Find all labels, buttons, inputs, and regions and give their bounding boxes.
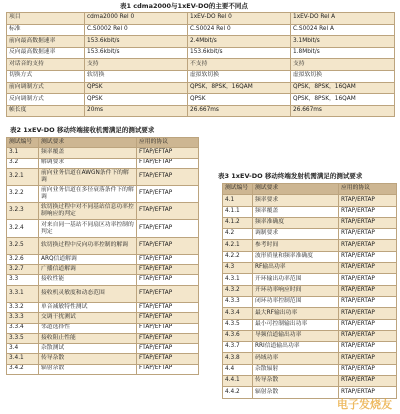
table-row <box>7 364 199 374</box>
table-cell: 4.4.2 <box>223 387 253 398</box>
table-cell: RF输出功率 <box>253 263 339 274</box>
table-cell: 3.2 <box>7 158 39 168</box>
table-row <box>7 168 199 185</box>
table-cell: RTAP/ERTAP <box>339 229 397 240</box>
table-cell: 26.667ms <box>188 105 291 117</box>
table-cell: 频率覆盖 <box>253 206 339 217</box>
table-cell: 4.3.3 <box>223 296 253 307</box>
table-row <box>223 217 397 228</box>
table-cell: 支持 <box>291 59 395 71</box>
table-cell: 接收阻止性能 <box>39 333 137 343</box>
table-cell: 最小可控制输出功率 <box>253 319 339 330</box>
table-cell: FTAP/EFTAP <box>137 237 199 254</box>
table-cell: RTAP/ERTAP <box>339 285 397 296</box>
table-cell: FTAP/EFTAP <box>137 285 199 302</box>
table-row <box>7 285 199 302</box>
table-cell: QPSK，8PSK，16QAM <box>291 82 395 94</box>
table-cell: FTAP/EFTAP <box>137 220 199 237</box>
table-cell: 3.3.3 <box>7 313 39 323</box>
table-cell: 频率要求 <box>253 195 339 206</box>
table-cell: 4.3.4 <box>223 308 253 319</box>
table-cell: RTAP/ERTAP <box>339 251 397 262</box>
table-cell: QPSK，8PSK，16QAM <box>291 94 395 106</box>
table-cell: QPSK <box>85 94 188 106</box>
table-cell: FTAP/EFTAP <box>137 302 199 312</box>
table-row <box>7 302 199 312</box>
table-cell: 3.2.2 <box>7 186 39 203</box>
table-row <box>7 344 199 354</box>
table-cell: 4.2.2 <box>223 251 253 262</box>
table-cell: 前向业务信道在多径衰落条件下的解调 <box>39 186 137 203</box>
table-cell: FTAP/EFTAP <box>137 313 199 323</box>
table-cell: 开环输出功率范围 <box>253 274 339 285</box>
table-row <box>7 70 395 82</box>
table-cell: FTAP/EFTAP <box>137 265 199 275</box>
table-cell: 最大RF输出功率 <box>253 308 339 319</box>
table-cell: 软切换过程中对不同基站信息功率控制响应的判定 <box>39 203 137 220</box>
table-cell: 3.2.4 <box>7 220 39 237</box>
table-cell: 虚拟软切换 <box>188 70 291 82</box>
table-row <box>7 94 395 106</box>
table-cell: 153.6kbit/s <box>85 36 188 48</box>
table-row <box>223 353 397 364</box>
table-cell: QPSK <box>188 94 291 106</box>
table-cell: 4.3.1 <box>223 274 253 285</box>
table-row <box>7 47 395 59</box>
table-row <box>7 186 199 203</box>
column-header: 应用的协议 <box>339 184 397 195</box>
table-row <box>223 285 397 296</box>
table-cell: ARQ信道解调 <box>39 254 137 264</box>
table-cell: 码域功率 <box>253 353 339 364</box>
table-cell: 前向调制方式 <box>7 82 85 94</box>
table-cell: 虚拟软切换 <box>291 70 395 82</box>
table-cell: RTAP/ERTAP <box>339 387 397 398</box>
table-row <box>7 13 395 25</box>
table-cell: RRI信道输出功率 <box>253 342 339 353</box>
table-cell: 153.6kbit/s <box>188 47 291 59</box>
table-cell: 4.3.5 <box>223 319 253 330</box>
table-cell: FTAP/EFTAP <box>137 364 199 374</box>
table-cell: 对来自同一基站不同扇区功率控制的判定 <box>39 220 137 237</box>
table-cell: 4.4 <box>223 364 253 375</box>
table-cell: 3.3.2 <box>7 302 39 312</box>
table-cell: 20ms <box>85 105 188 117</box>
table-cell: 杂散辐射 <box>253 364 339 375</box>
table-row <box>7 265 199 275</box>
table-row <box>223 251 397 262</box>
table-row <box>7 148 199 158</box>
table-cell: FTAP/EFTAP <box>137 168 199 185</box>
table-cell: 4.4.1 <box>223 376 253 387</box>
table-row <box>223 229 397 240</box>
table-row <box>223 330 397 341</box>
table-cell: FTAP/EFTAP <box>137 323 199 333</box>
table-row <box>7 313 199 323</box>
table-cell: 3.3.4 <box>7 323 39 333</box>
table-cell: 闭环功率控制范围 <box>253 296 339 307</box>
table-cell: 帧长度 <box>7 105 85 117</box>
table3 <box>222 183 397 399</box>
table-cell: 3.3.1 <box>7 285 39 302</box>
table-cell: 接收机灵敏度和动态范围 <box>39 285 137 302</box>
table-row <box>223 364 397 375</box>
table-cell: 导频信道输出功率 <box>253 330 339 341</box>
table-cell: 3.2.5 <box>7 237 39 254</box>
table-row <box>7 254 199 264</box>
table-cell: RTAP/ERTAP <box>339 319 397 330</box>
table-cell: 26.667ms <box>291 105 395 117</box>
table1-caption: 表1 cdma2000与1xEV-DO的主要不同点 <box>120 2 248 10</box>
table-cell: FTAP/EFTAP <box>137 158 199 168</box>
table-cell: 交调干扰测试 <box>39 313 137 323</box>
table-row <box>7 36 395 48</box>
table-row <box>223 263 397 274</box>
table-row <box>7 354 199 364</box>
table-row <box>7 220 199 237</box>
table-cell: 4.3.6 <box>223 330 253 341</box>
table-cell: 4.1 <box>223 195 253 206</box>
table-cell: 前向最高数据速率 <box>7 36 85 48</box>
column-header: 测试编号 <box>7 138 39 148</box>
table-cell: 调制要求 <box>253 229 339 240</box>
table-cell: 反向最高数据速率 <box>7 47 85 59</box>
table-cell: C.S0002 Rel 0 <box>85 24 188 36</box>
table-cell: 传导杂散 <box>39 354 137 364</box>
table-row <box>7 275 199 285</box>
table-row <box>7 82 395 94</box>
table-cell: 2.4Mbit/s <box>188 36 291 48</box>
table-cell: 参考时间 <box>253 240 339 251</box>
table-cell: 软切换过程中反向功率控制的解调 <box>39 237 137 254</box>
table-cell: 4.1.1 <box>223 206 253 217</box>
table-cell: 4.2.1 <box>223 240 253 251</box>
table-cell: 3.1 <box>7 148 39 158</box>
table-cell: 切换方式 <box>7 70 85 82</box>
table-cell: RTAP/ERTAP <box>339 274 397 285</box>
table-cell: cdma2000 Rel 0 <box>85 13 188 25</box>
table-cell: 3.4.2 <box>7 364 39 374</box>
table-cell: FTAP/EFTAP <box>137 186 199 203</box>
table-cell: 3.3.5 <box>7 333 39 343</box>
table-cell: QPSK <box>85 82 188 94</box>
table-cell: FTAP/EFTAP <box>137 254 199 264</box>
table-row <box>223 240 397 251</box>
table-cell: 1xEV-DO Rel 0 <box>188 13 291 25</box>
table-row <box>7 59 395 71</box>
table-cell: 解调要求 <box>39 158 137 168</box>
table-cell: 标准 <box>7 24 85 36</box>
table-cell: 频率准确度 <box>253 217 339 228</box>
table-row <box>7 323 199 333</box>
table-cell: 3.2.7 <box>7 265 39 275</box>
table-cell: RTAP/ERTAP <box>339 330 397 341</box>
column-header: 测试要求 <box>253 184 339 195</box>
table-cell: 153.6kbit/s <box>85 47 188 59</box>
table-cell: RTAP/ERTAP <box>339 217 397 228</box>
column-header: 测试编号 <box>223 184 253 195</box>
table-cell: RTAP/ERTAP <box>339 353 397 364</box>
table-row <box>223 319 397 330</box>
table-row <box>223 206 397 217</box>
table-cell: 不支持 <box>188 59 291 71</box>
table3-caption: 表3 1xEV-DO 移动终端发射机需满足的测试要求 <box>218 172 363 180</box>
table-row <box>7 158 199 168</box>
table-cell: 项目 <box>7 13 85 25</box>
table-header-row <box>223 184 397 195</box>
table-cell: 3.1Mbit/s <box>291 36 395 48</box>
table-row <box>7 203 199 220</box>
table-header-row <box>7 138 199 148</box>
table-cell: 3.4.1 <box>7 354 39 364</box>
table-cell: 邻道选择性 <box>39 323 137 333</box>
table-cell: 辐射杂散 <box>253 387 339 398</box>
table-cell: 4.1.2 <box>223 217 253 228</box>
table-cell: FTAP/EFTAP <box>137 148 199 158</box>
table-cell: 软切换 <box>85 70 188 82</box>
table-row <box>223 274 397 285</box>
table-row <box>7 237 199 254</box>
watermark-logo: 电子发烧友 <box>337 398 392 411</box>
table-cell: 3.2.6 <box>7 254 39 264</box>
table-cell: FTAP/EFTAP <box>137 333 199 343</box>
table-cell: 3.2.1 <box>7 168 39 185</box>
table-cell: RTAP/ERTAP <box>339 296 397 307</box>
table-row <box>7 333 199 343</box>
table-cell: 1.8Mbit/s <box>291 47 395 59</box>
table-row <box>223 308 397 319</box>
table-cell: RTAP/ERTAP <box>339 240 397 251</box>
table-cell: 3.4 <box>7 344 39 354</box>
table-cell: RTAP/ERTAP <box>339 364 397 375</box>
table-cell: 频率覆盖 <box>39 148 137 158</box>
table-cell: 支持 <box>85 59 188 71</box>
table-row <box>7 24 395 36</box>
table-cell: RTAP/ERTAP <box>339 263 397 274</box>
table-cell: C.S0024 Rel 0 <box>188 24 291 36</box>
table-row <box>223 376 397 387</box>
table-row <box>7 105 395 117</box>
table-row <box>223 296 397 307</box>
table-cell: 杂散测试 <box>39 344 137 354</box>
table-cell: FTAP/EFTAP <box>137 344 199 354</box>
table-cell: 对话音的支持 <box>7 59 85 71</box>
table-cell: RTAP/ERTAP <box>339 206 397 217</box>
table-cell: FTAP/EFTAP <box>137 203 199 220</box>
column-header: 测试要求 <box>39 138 137 148</box>
table-cell: RTAP/ERTAP <box>339 308 397 319</box>
table-cell: 传导杂散 <box>253 376 339 387</box>
table-row <box>223 195 397 206</box>
table-cell: C.S0024 Rel A <box>291 24 395 36</box>
table-cell: 波形质量和频率准确度 <box>253 251 339 262</box>
table-cell: 4.2 <box>223 229 253 240</box>
table-cell: 4.3.2 <box>223 285 253 296</box>
table-cell: 3.2.3 <box>7 203 39 220</box>
table-cell: 4.3 <box>223 263 253 274</box>
table-cell: 4.3.8 <box>223 353 253 364</box>
table2-caption: 表2 1xEV-DO 移动终端接收机需满足的测试要求 <box>10 126 155 134</box>
column-header: 应用的协议 <box>137 138 199 148</box>
table-cell: RTAP/ERTAP <box>339 376 397 387</box>
table-cell: 1xEV-DO Rel A <box>291 13 395 25</box>
table-cell: 4.3.7 <box>223 342 253 353</box>
table-cell: 辐射杂散 <box>39 364 137 374</box>
table-cell: RTAP/ERTAP <box>339 195 397 206</box>
table-cell: FTAP/EFTAP <box>137 354 199 364</box>
table-cell: 前向业务信道在AWGN条件下的解调 <box>39 168 137 185</box>
table-cell: 反向调制方式 <box>7 94 85 106</box>
table-cell: 开环功率响应时间 <box>253 285 339 296</box>
table-cell: FTAP/EFTAP <box>137 275 199 285</box>
table-cell: 单音减敏特性测试 <box>39 302 137 312</box>
table-cell: RTAP/ERTAP <box>339 342 397 353</box>
table-cell: 接收性能 <box>39 275 137 285</box>
table-cell: 3.3 <box>7 275 39 285</box>
table-cell: 广播信道解调 <box>39 265 137 275</box>
table2 <box>6 137 199 375</box>
table-cell: QPSK，8PSK，16QAM <box>188 82 291 94</box>
table1 <box>6 12 395 117</box>
table-row <box>223 342 397 353</box>
